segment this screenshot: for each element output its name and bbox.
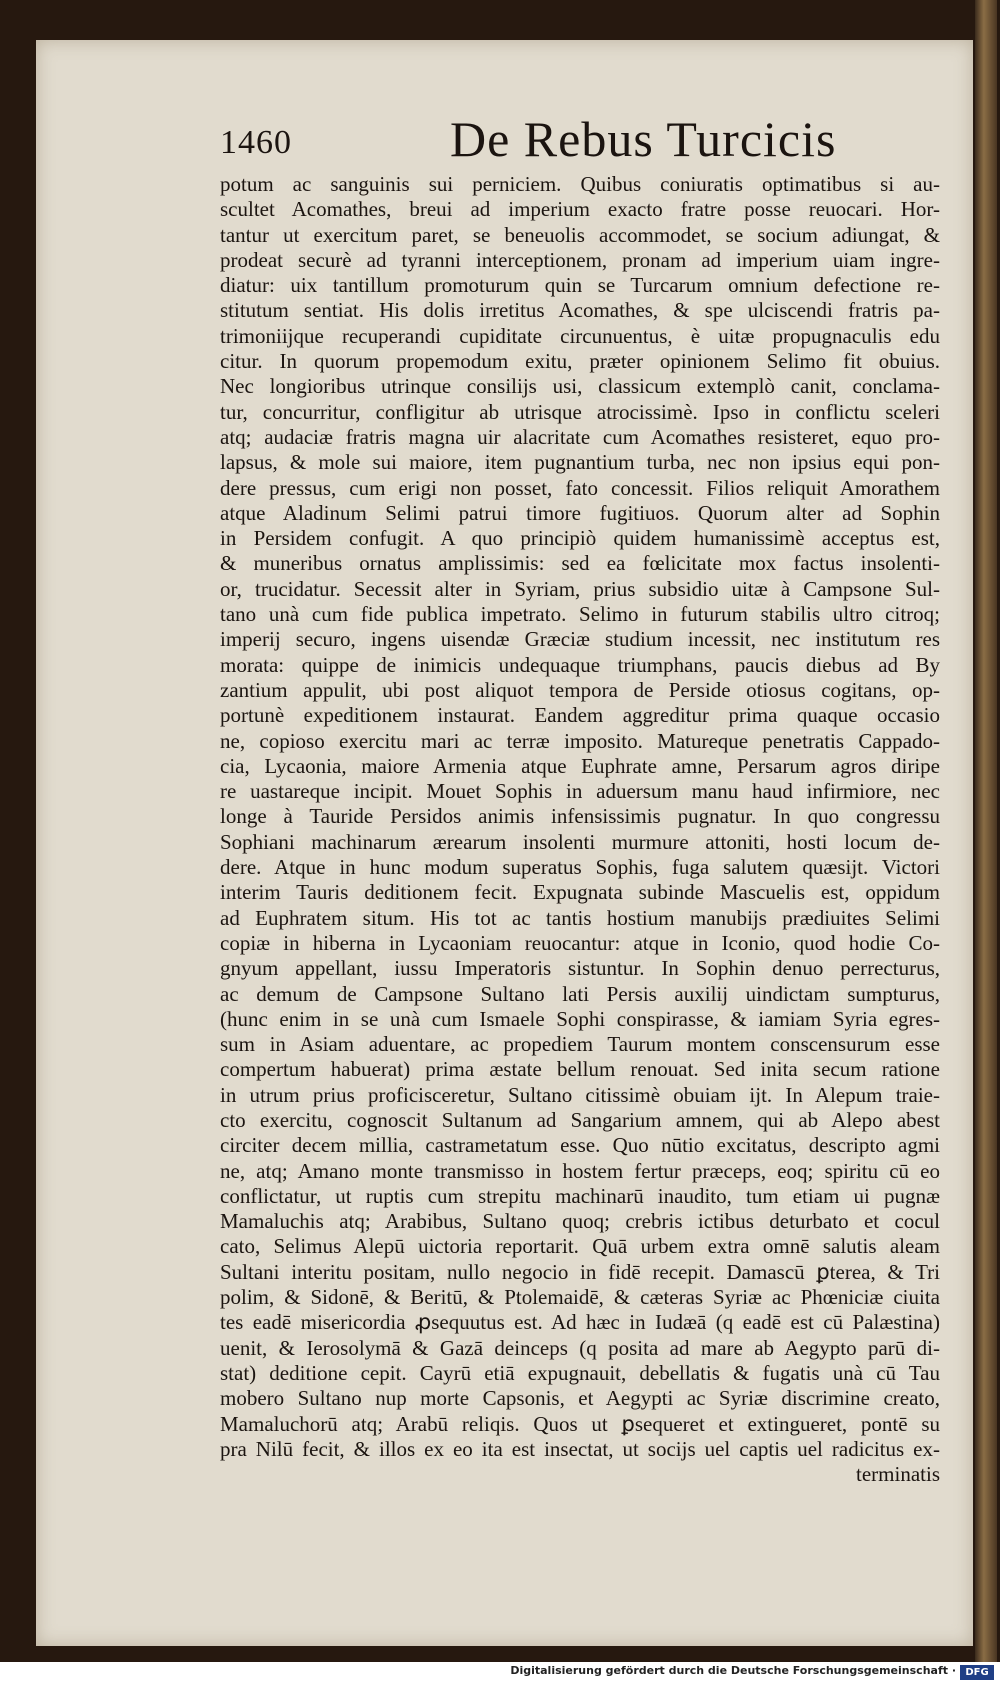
text-line: terminatis [856, 1462, 940, 1487]
text-line: potum ac sanguinis sui perniciem. Quibus coniuratis optimatibus si au- [220, 172, 940, 196]
text-line: trimoniijque recuperandi cupiditate circunuentus, è uitæ propugnaculis edu [220, 323, 940, 348]
text-line: cato, Selimus Alepū uictoria reportarit. Quā urbem extra omnē salutis aleam [220, 1234, 940, 1259]
text-line: compertum habuerat) prima æstate bellum renouat. Sed inita secum ratione [220, 1057, 940, 1082]
text-line: Sultani interitu positam, nullo negocio in fidē recepit. Damascū ꝑterea, & Tri [220, 1259, 940, 1284]
text-line: diatur: uix tantillum promoturum quin se Turcarum omnium defectione re- [220, 273, 940, 298]
text-line: tur, concurritur, confligitur ab utrisque atrocissimè. Ipso in conflictu sceleri [220, 399, 940, 424]
text-line: tano unà cum fide publica impetrato. Selimo in futurum stabilis ultro citroq; [220, 602, 940, 627]
text-line: dere. Atque in hunc modum superatus Sophis, fuga salutem quæsijt. Victori [220, 855, 940, 880]
text-line: re uastareque incipit. Mouet Sophis in aduersum manu haud infirmiore, nec [220, 779, 940, 804]
text-line: cia, Lycaonia, maiore Armenia atque Euphrate amne, Persarum agros diripe [220, 753, 940, 778]
footer-bar [0, 1662, 1000, 1683]
text-line: (hunc enim in se unà cum Ismaele Sophi conspirasse, & iamiam Syria egres- [220, 1006, 940, 1031]
text-line: portunè expeditionem instaurat. Eandem aggreditur prima quaque occasio [220, 703, 940, 728]
text-line: stat) deditione cepit. Cayrū etiā expugnauit, debellatis & fugatis unà cū Tau [220, 1360, 940, 1385]
text-line: mobero Sultano nup morte Capsonis, et Aegypti ac Syriæ discrimine creato, [220, 1386, 940, 1411]
funding-credit: Digitalisierung gefördert durch die Deutsche Forschungsgemeinschaft · [510, 1664, 956, 1677]
dfg-logo: DFG [960, 1665, 994, 1680]
text-line: tes eadē misericordia ꝓsequutus est. Ad hæc in Iudæā (q eadē est cū Palæstina) [220, 1310, 940, 1335]
text-line: or, trucidatur. Secessit alter in Syriam, prius subsidio uitæ à Campsone Sul- [220, 576, 940, 601]
text-line: ne, atq; Amano monte transmisso in hostem fertur præceps, eoq; spiritu cū eo [220, 1158, 940, 1183]
text-line: atque Aladinum Selimi patrui timore fugitiuos. Quorum alter ad Sophin [220, 500, 940, 525]
text-line: ne, copioso exercitu mari ac terræ imposito. Matureque penetratis Cappado- [220, 728, 940, 753]
page-number: 1460 [220, 124, 292, 161]
text-line: ad Euphratem situm. His tot ac tantis hostium manubijs prædiuites Selimi [220, 905, 940, 930]
text-line: interim Tauris deditionem fecit. Expugnata subinde Mascuelis est, oppidum [220, 880, 940, 905]
text-line: longe à Tauride Persidos animis infensissimis pugnatur. In quo congressu [220, 804, 940, 829]
text-line: in Persidem confugit. A quo principiò quidem humanissimè acceptus est, [220, 526, 940, 551]
running-title: De Rebus Turcicis [450, 111, 837, 167]
text-line: in utrum prius proficisceretur, Sultano citissimè obuiam ijt. In Alepum traie- [220, 1082, 940, 1107]
text-line: lapsus, & mole sui maiore, item pugnantium turba, nec non ipsius equi pon- [220, 450, 940, 475]
text-line: Nec longioribus utrinque consilijs usi, classicum extemplò canit, conclama- [220, 374, 940, 399]
text-line: dere pressus, cum erigi non posset, fato concessit. Filios reliquit Amorathem [220, 475, 940, 500]
page-header [220, 110, 938, 176]
text-line: polim, & Sidonē, & Beritū, & Ptolemaidē, & cæteras Syriæ ac Phœniciæ ciuita [220, 1285, 940, 1310]
text-line: copiæ in hiberna in Lycaoniam reuocantur: atque in Iconio, quod hodie Co- [220, 930, 940, 955]
body-text [220, 172, 940, 1487]
text-line: zantium appulit, ubi post aliquot tempora de Perside otiosus cogitans, op- [220, 677, 940, 702]
text-line: gnyum appellant, iussu Imperatoris sistuntur. In Sophin denuo perrecturus, [220, 956, 940, 981]
text-line: Sophiani machinarum ærearum insolenti murmure attoniti, hosti locum de- [220, 829, 940, 854]
text-line: citur. In quorum propemodum exitu, præter opinionem Selimo fit obuius. [220, 349, 940, 374]
text-line: tantur ut exercitum paret, se beneuolis accommodet, se socium adiungat, & [220, 222, 940, 247]
page-edge [975, 0, 997, 1662]
text-line: sum in Asiam aduentare, ac propediem Taurum montem conscensurum esse [220, 1032, 940, 1057]
text-line: cto exercitu, cognoscit Sultanum ad Sangarium amnem, qui ab Alepo abest [220, 1107, 940, 1132]
text-line: circiter decem millia, castrametatum esse. Quo nūtio excitatus, descripto agmi [220, 1133, 940, 1158]
text-line: prodeat securè ad tyranni interceptionem, pronam ad imperium uiam ingre- [220, 247, 940, 272]
text-line: stitutum sentiat. His dolis irretitus Acomathes, & spe ulciscendi fratris pa- [220, 298, 940, 323]
text-line: imperij securo, ingens uisendæ Græciæ studium incessit, nec institutum res [220, 627, 940, 652]
text-line: & muneribus ornatus amplissimis: sed ea fœlicitate mox factus insolenti- [220, 551, 940, 576]
text-line: scultet Acomathes, breui ad imperium exacto fratre posse reuocari. Hor- [220, 197, 940, 222]
text-line: Mamaluchis atq; Arabibus, Sultano quoq; crebris ictibus deturbato et cocul [220, 1209, 940, 1234]
text-line: pra Nilū fecit, & illos ex eo ita est insectat, ut socijs uel captis uel radicitus ex- [220, 1436, 940, 1461]
text-line: morata: quippe de inimicis undequaque triumphans, paucis diebus ad By [220, 652, 940, 677]
text-line: uenit, & Ierosolymā & Gazā deinceps (q posita ad mare ab Aegypto parū di- [220, 1335, 940, 1360]
text-line: conflictatur, ut ruptis cum strepitu machinarū inaudito, tum etiam ui pugnæ [220, 1183, 940, 1208]
text-line: ac demum de Campsone Sultano lati Persis auxilij uindictam sumpturus, [220, 981, 940, 1006]
text-line: atq; audaciæ fratris magna uir alacritate cum Acomathes resisteret, equo pro- [220, 424, 940, 449]
text-line: Mamaluchorū atq; Arabū reliqis. Quos ut ꝑsequeret et extingueret, pontē su [220, 1411, 940, 1436]
